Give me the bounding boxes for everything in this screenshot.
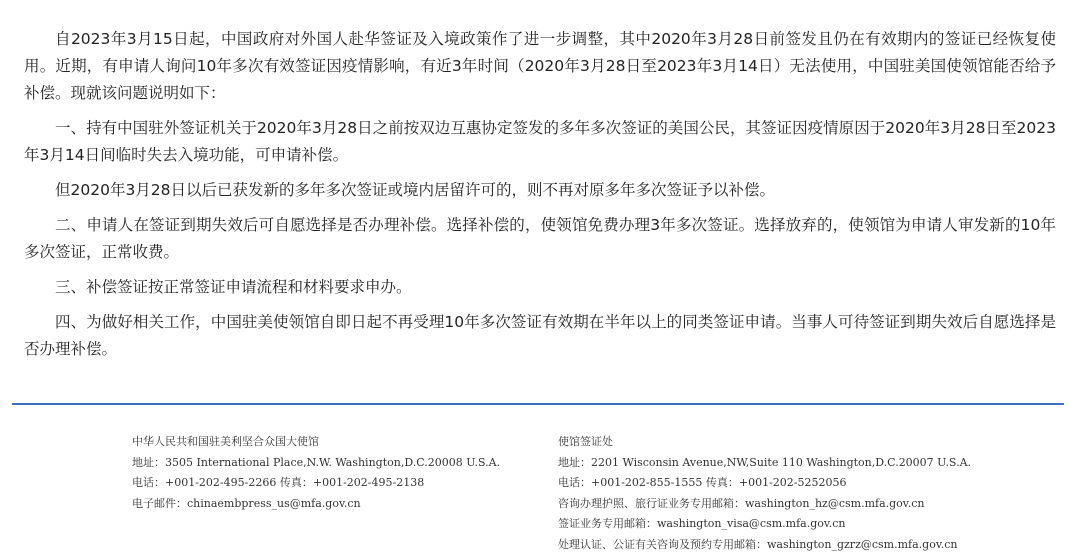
visa-office-address-value: 2201 Wisconsin Avenue,NW,Suite 110 Washington,D.C.20007 U.S.A. bbox=[591, 455, 972, 469]
visa-office-auth-email bbox=[558, 535, 971, 556]
embassy-address-label: 地址： bbox=[132, 455, 165, 469]
footer-divider bbox=[12, 403, 1064, 405]
visa-office-passport-email bbox=[558, 494, 971, 515]
embassy-email-label: 电子邮件： bbox=[132, 496, 187, 510]
visa-office-address bbox=[558, 453, 971, 474]
visa-office-visa-email bbox=[558, 514, 971, 535]
embassy-fax-value: +001-202-495-2138 bbox=[312, 476, 425, 489]
embassy-phone-label: 电话： bbox=[132, 476, 165, 489]
footer-embassy-info bbox=[132, 432, 500, 514]
visa-office-fax-value: +001-202-5252056 bbox=[738, 476, 847, 489]
article-paragraph: 四、为做好相关工作，中国驻美使领馆自即日起不再受理10年多次签证有效期在半年以上的同类签证申请。当事人可待签证到期失效后自愿选择是否办理补偿。 bbox=[24, 313, 1056, 358]
embassy-email bbox=[132, 494, 500, 515]
visa-email-link[interactable]: washington_visa@csm.mfa.gov.cn bbox=[657, 517, 846, 530]
embassy-fax-label: 传真： bbox=[279, 476, 313, 489]
embassy-email-link[interactable]: chinaembpress_us@mfa.gov.cn bbox=[187, 496, 361, 510]
footer-visa-office-info bbox=[558, 432, 971, 555]
article-paragraph: 自2023年3月15日起，中国政府对外国人赴华签证及入境政策作了进一步调整，其中2020年3月28日前签发且仍在有效期内的签证已经恢复使用。近期，有申请人询问10年多次有效签证因疫情影响，有近3年时间（2020年3月28日至2023年3月14日）无法使用，中国驻美国使领馆能否给予补偿。现就该问题说明如下： bbox=[24, 30, 1056, 102]
visa-office-name: 使馆签证处 bbox=[558, 435, 613, 448]
article-paragraph: 三、补偿签证按正常签证申请流程和材料要求申办。 bbox=[55, 278, 412, 296]
article-paragraph: 但2020年3月28日以后已获发新的多年多次签证或境内居留许可的，则不再对原多年多次签证予以补偿。 bbox=[55, 181, 776, 199]
visa-office-phone-fax bbox=[558, 473, 971, 494]
auth-email-link[interactable]: washington_gzrz@csm.mfa.gov.cn bbox=[767, 537, 958, 551]
embassy-name: 中华人民共和国驻美利坚合众国大使馆 bbox=[132, 435, 319, 448]
embassy-address bbox=[132, 453, 500, 474]
article-paragraph: 一、持有中国驻外签证机关于2020年3月28日之前按双边互惠协定签发的多年多次签证的美国公民，其签证因疫情原因于2020年3月28日至2023年3月14日间临时失去入境功能，可申请补偿。 bbox=[24, 119, 1056, 164]
visa-office-fax-label: 传真： bbox=[705, 476, 739, 489]
visa-office-phone-label: 电话： bbox=[558, 476, 591, 489]
article-paragraph: 二、申请人在签证到期失效后可自愿选择是否办理补偿。选择补偿的，使领馆免费办理3年多次签证。选择放弃的，使领馆为申请人审发新的10年多次签证，正常收费。 bbox=[24, 216, 1056, 261]
visa-office-phone-value: +001-202-855-1555 bbox=[591, 476, 703, 489]
auth-email-label: 处理认证、公证有关咨询及预约专用邮箱： bbox=[558, 537, 767, 551]
embassy-phone-value: +001-202-495-2266 bbox=[165, 476, 277, 489]
article-body bbox=[24, 26, 1056, 371]
embassy-address-value: 3505 International Place,N.W. Washington,D.C.20008 U.S.A. bbox=[165, 455, 501, 469]
passport-email-label: 咨询办理护照、旅行证业务专用邮箱： bbox=[558, 496, 745, 510]
visa-office-address-label: 地址： bbox=[558, 455, 591, 469]
visa-email-label: 签证业务专用邮箱： bbox=[558, 517, 657, 530]
passport-email-link[interactable]: washington_hz@csm.mfa.gov.cn bbox=[745, 496, 925, 510]
embassy-phone-fax bbox=[132, 473, 500, 494]
